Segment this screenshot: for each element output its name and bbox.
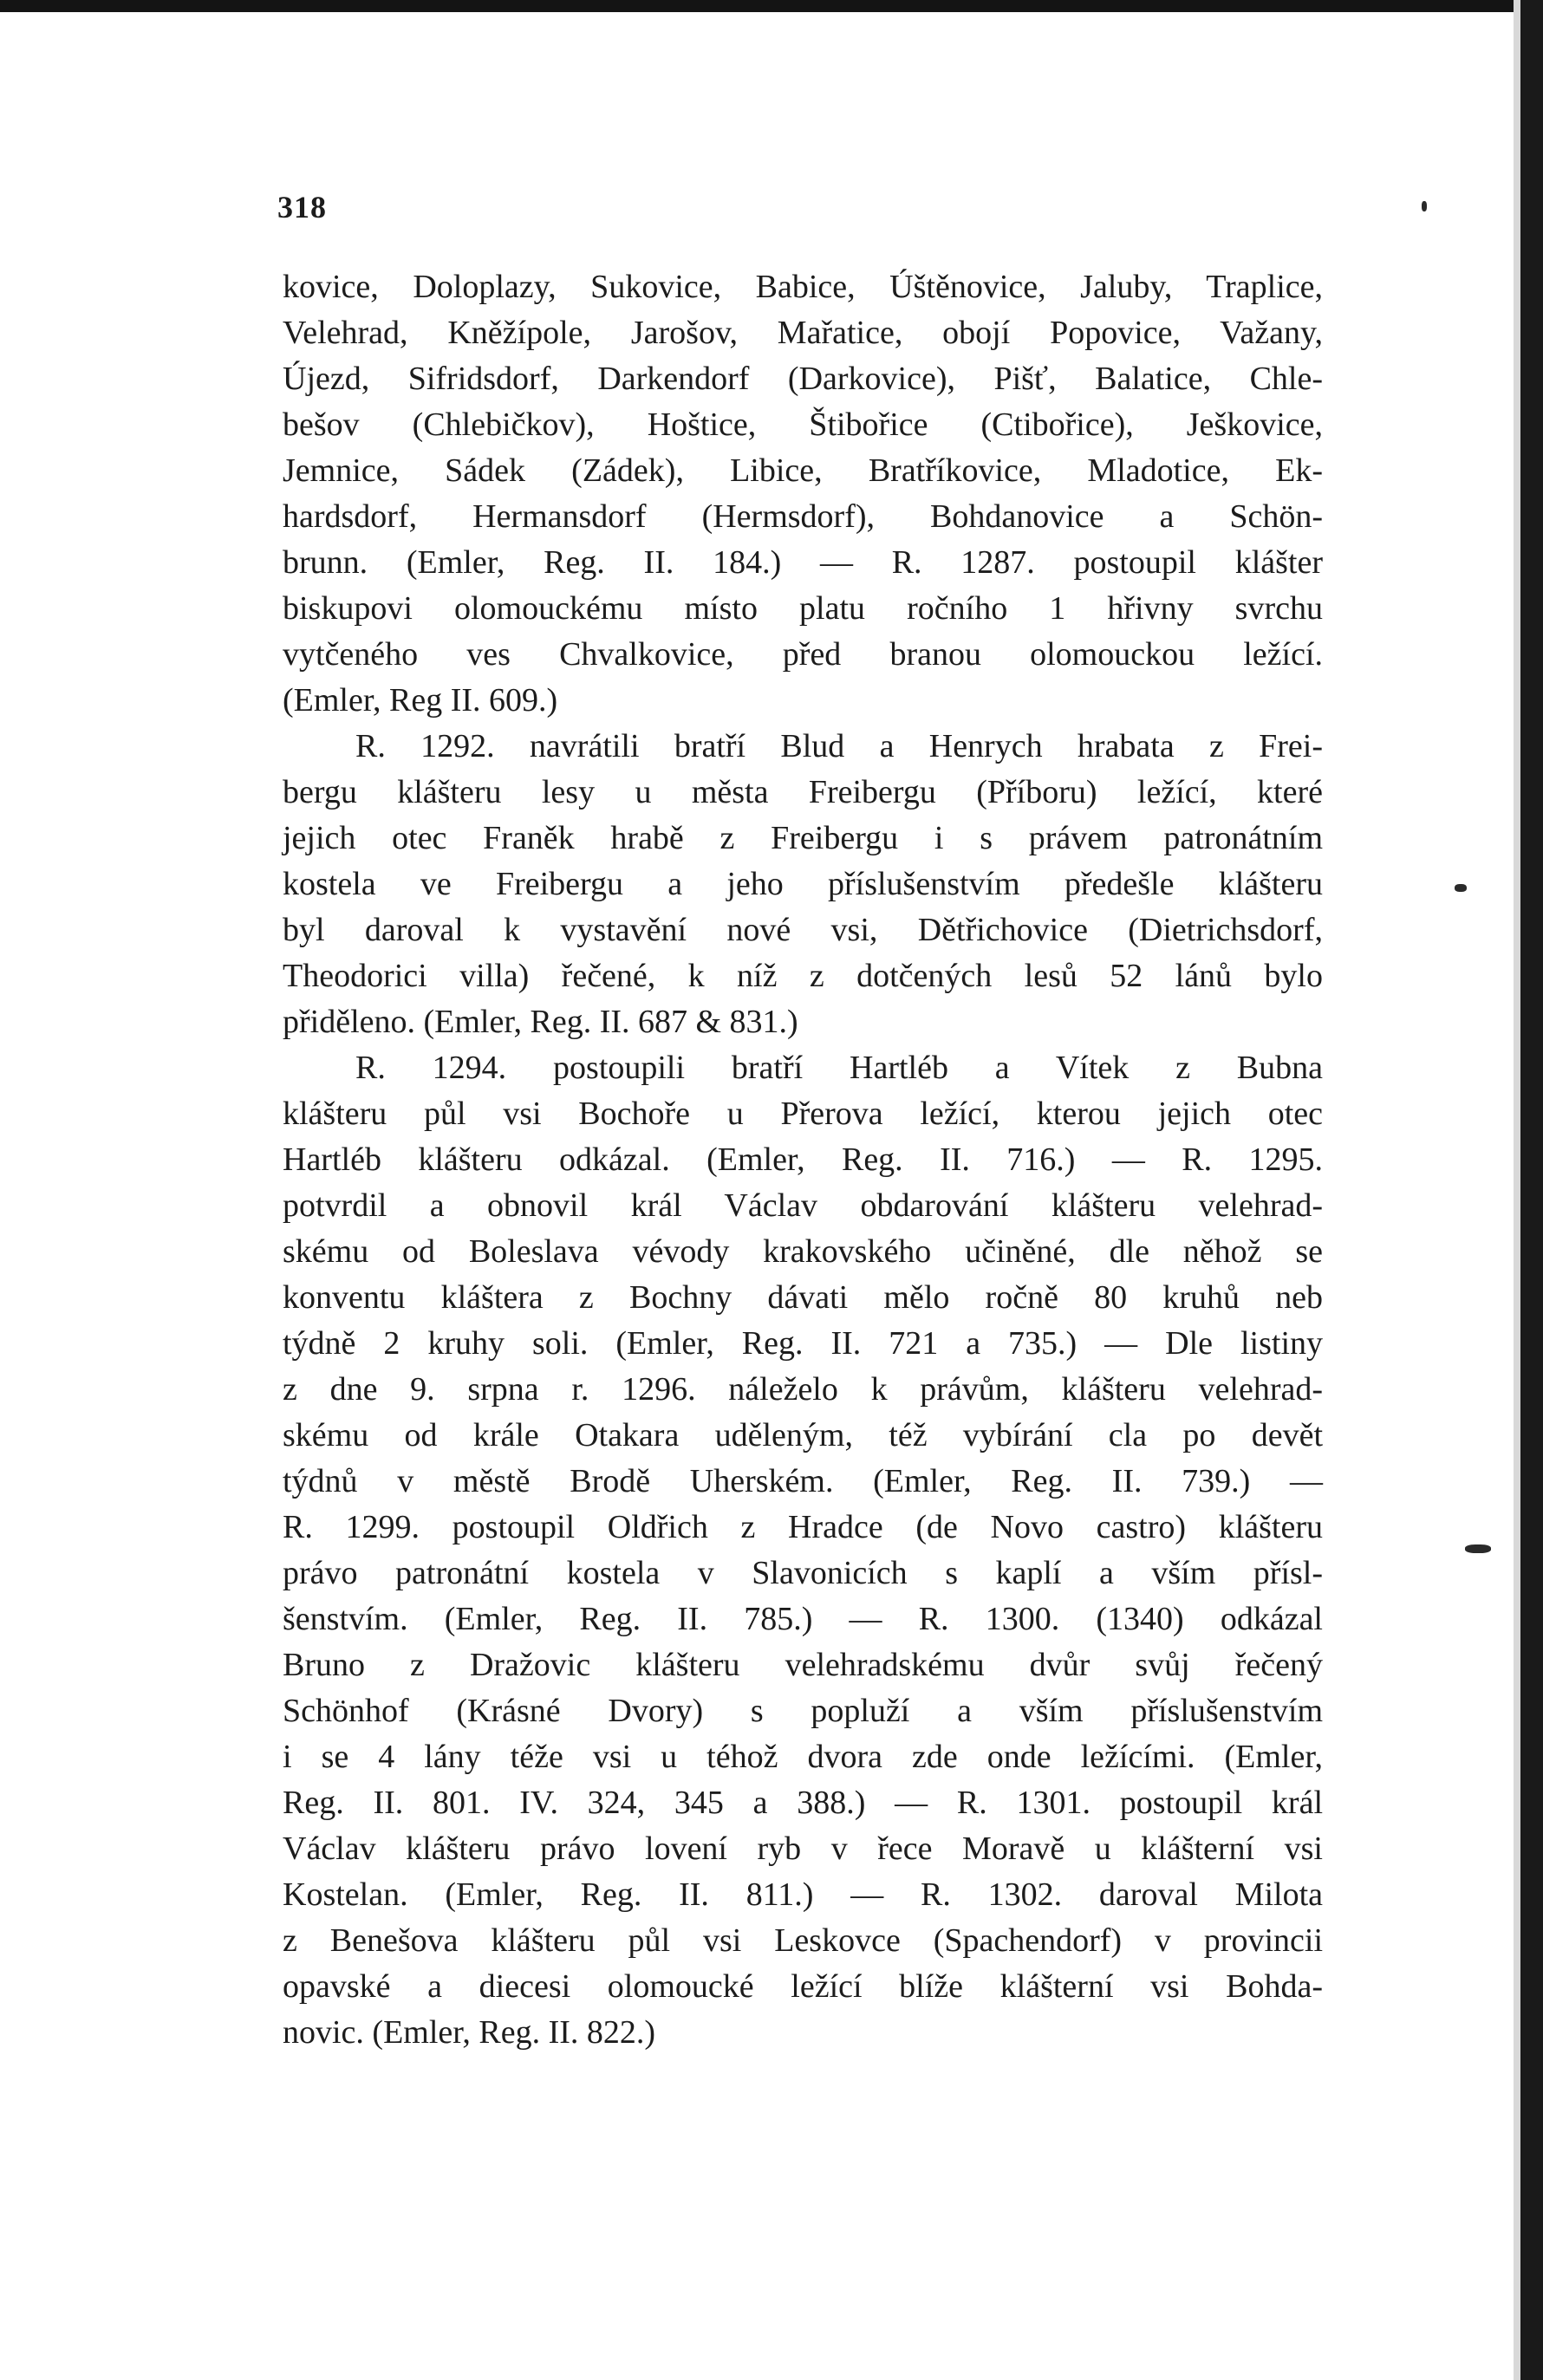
scan-speck [1465, 1544, 1491, 1553]
text-line: kostela ve Freibergu a jeho příslušenstvím předešle klášteru [283, 866, 1323, 902]
body-text [283, 264, 1323, 2056]
text-line: týdnů v městě Brodě Uherském. (Emler, Reg. II. 739.) — [283, 1463, 1323, 1499]
text-line: novic. (Emler, Reg. II. 822.) [283, 2014, 656, 2051]
text-line: vytčeného ves Chvalkovice, před branou olomouckou ležící. [283, 636, 1323, 673]
text-line: bešov (Chlebičkov), Hoštice, Štibořice (Ctibořice), Ješkovice, [283, 406, 1323, 443]
text-line: R. 1292. navrátili bratří Blud a Henrych hrabata z Frei- [355, 728, 1323, 764]
text-line: Jemnice, Sádek (Zádek), Libice, Bratříkovice, Mladotice, Ek- [283, 452, 1323, 489]
text-line: právo patronátní kostela v Slavonicích s kaplí a vším přísl- [283, 1555, 1323, 1591]
text-line: byl daroval k vystavění nové vsi, Dětřichovice (Dietrichsdorf, [283, 912, 1323, 948]
text-line: Bruno z Dražovic klášteru velehradskému dvůr svůj řečený [283, 1647, 1323, 1683]
text-line: Kostelan. (Emler, Reg. II. 811.) — R. 1302. daroval Milota [283, 1876, 1323, 1913]
scan-border-right-inner [1514, 0, 1520, 2380]
text-line: Hartléb klášteru odkázal. (Emler, Reg. II. 716.) — R. 1295. [283, 1141, 1323, 1178]
text-line: konventu kláštera z Bochny dávati mělo ročně 80 kruhů neb [283, 1279, 1323, 1316]
text-line: kovice, Doloplazy, Sukovice, Babice, Úštěnovice, Jaluby, Traplice, [283, 269, 1323, 305]
text-line: šenstvím. (Emler, Reg. II. 785.) — R. 1300. (1340) odkázal [283, 1601, 1323, 1637]
text-line: jejich otec Franěk hrabě z Freibergu i s právem patronátním [283, 820, 1323, 856]
page-number: 318 [277, 190, 327, 224]
text-line: Velehrad, Kněžípole, Jarošov, Mařatice, obojí Popovice, Važany, [283, 315, 1323, 351]
scan-speck [1455, 884, 1467, 892]
text-line: hardsdorf, Hermansdorf (Hermsdorf), Bohdanovice a Schön- [283, 498, 1323, 535]
text-line: biskupovi olomouckému místo platu ročního 1 hřivny svrchu [283, 590, 1323, 627]
text-line: (Emler, Reg II. 609.) [283, 682, 558, 719]
text-line: brunn. (Emler, Reg. II. 184.) — R. 1287. postoupil klášter [283, 544, 1323, 581]
text-line: opavské a diecesi olomoucké ležící blíže klášterní vsi Bohda- [283, 1968, 1323, 2005]
text-line: Schönhof (Krásné Dvory) s popluží a vším příslušenstvím [283, 1693, 1323, 1729]
text-line: týdně 2 kruhy soli. (Emler, Reg. II. 721 a 735.) — Dle listiny [283, 1325, 1323, 1362]
scan-speck [1422, 201, 1427, 211]
scan-border-right [1520, 0, 1543, 2380]
text-line: skému od Boleslava vévody krakovského učiněné, dle něhož se [283, 1233, 1323, 1270]
text-line: z dne 9. srpna r. 1296. náleželo k právům, klášteru velehrad- [283, 1371, 1323, 1408]
text-line: R. 1299. postoupil Oldřich z Hradce (de Novo castro) klášteru [283, 1509, 1323, 1545]
text-line: Václav klášteru právo lovení ryb v řece Moravě u klášterní vsi [283, 1831, 1323, 1867]
text-line: Reg. II. 801. IV. 324, 345 a 388.) — R. 1301. postoupil král [283, 1785, 1323, 1821]
text-line: z Benešova klášteru půl vsi Leskovce (Spachendorf) v provincii [283, 1922, 1323, 1959]
text-line: přiděleno. (Emler, Reg. II. 687 & 831.) [283, 1004, 798, 1040]
text-line: bergu klášteru lesy u města Freibergu (Příboru) ležící, které [283, 774, 1323, 810]
text-line: R. 1294. postoupili bratří Hartléb a Vítek z Bubna [355, 1050, 1323, 1086]
text-line: i se 4 lány téže vsi u téhož dvora zde onde ležícími. (Emler, [283, 1739, 1323, 1775]
text-line: potvrdil a obnovil král Václav obdarování klášteru velehrad- [283, 1187, 1323, 1224]
text-line: Újezd, Sifridsdorf, Darkendorf (Darkovice), Pišť, Balatice, Chle- [283, 361, 1323, 397]
text-line: klášteru půl vsi Bochoře u Přerova ležící, kterou jejich otec [283, 1096, 1323, 1132]
text-line: skému od krále Otakara uděleným, též vybírání cla po devět [283, 1417, 1323, 1453]
text-line: Theodorici villa) řečené, k níž z dotčených lesů 52 lánů bylo [283, 958, 1323, 994]
